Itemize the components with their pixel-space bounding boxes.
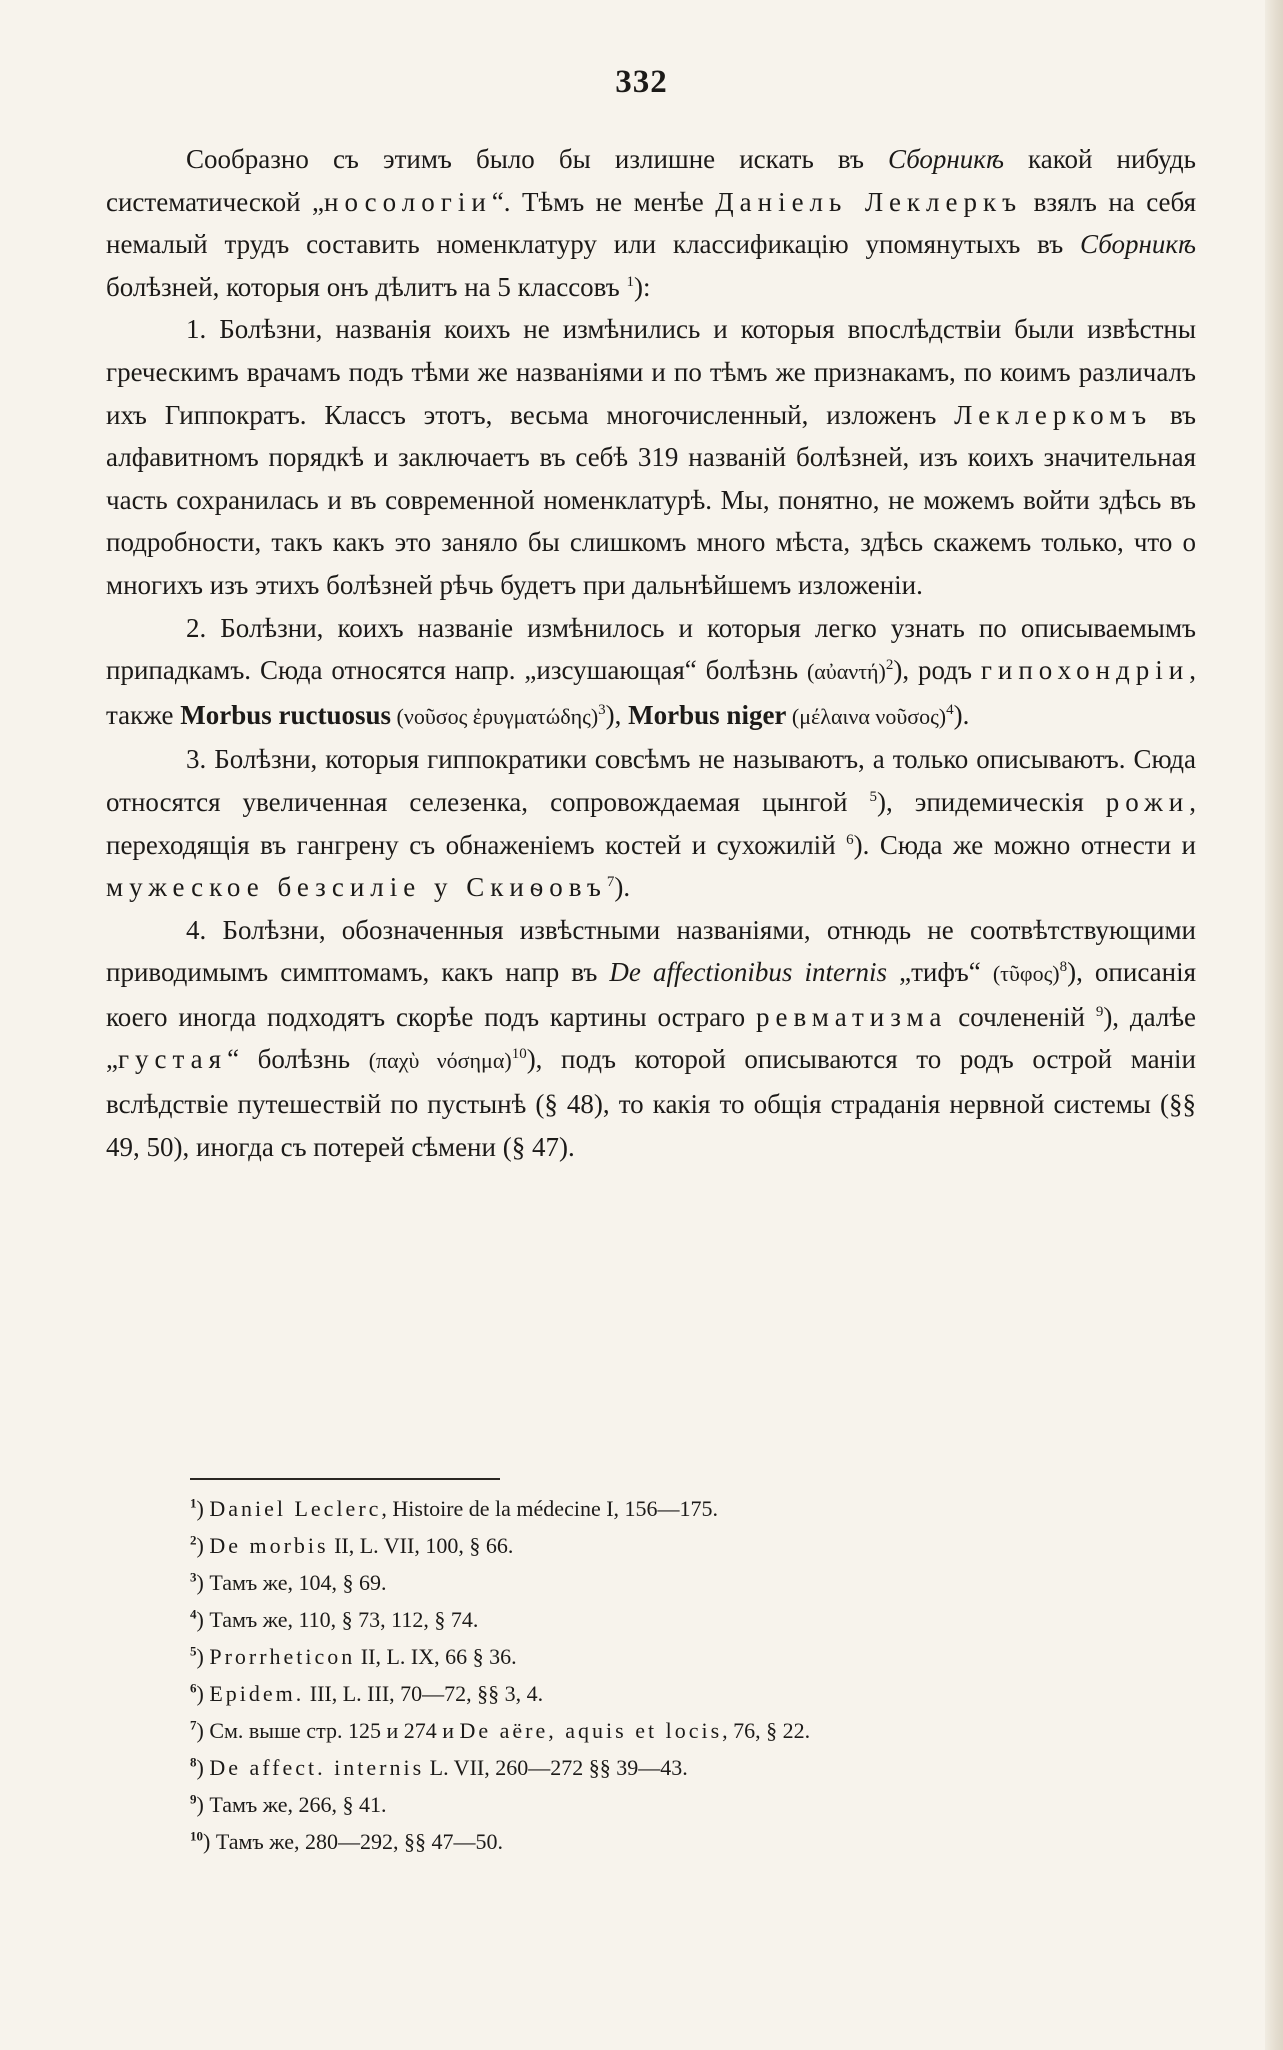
footnote: $^2$) De morbis II, L. VII, 100, § 66. (190, 1532, 514, 1558)
footnote: $^1$) Daniel Leclerc, Histoire de la médecine I, 156—175. (190, 1495, 719, 1521)
page-edge (1265, 0, 1283, 2050)
footnote: $^5$) Prorrheticon II, L. IX, 66 § 36. (190, 1643, 517, 1669)
paragraph-class-1: 1. Болѣзни, названія коихъ не измѣнились и которыя впослѣдствіи были извѣстны греческимъ врачамъ подъ тѣми же названіями и по тѣмъ же признакамъ, по коимъ различалъ ихъ Гиппократъ. Классъ этотъ, весьма многочисленный, изложенъ Леклеркомъ въ алфавитномъ порядкѣ и заключаетъ въ себѣ 319 названій болѣзней, изъ коихъ значительная часть сохранилась и въ современной номенклатурѣ. Мы, понятно, не можемъ войти здѣсь въ подробности, такъ какъ это заняло бы слишкомъ много мѣста, здѣсь скажемъ только, что о многихъ изъ этихъ болѣзней рѣчь будетъ при дальнѣйшемъ изложеніи. (106, 314, 1196, 600)
footnote: $^9$) Тамъ же, 266, § 41. (190, 1791, 387, 1817)
paragraph-class-4: 4. Болѣзни, обозначенныя извѣстными названіями, отнюдь не соотвѣтствующими приводимымъ симптомамъ, какъ напр въ De affectionibus internis „тифъ“ (τῦφος)$^8$), описанія коего иногда подходятъ скорѣе подъ картины остраго ревматизма сочленeній $^9$), далѣе „густая“ болѣзнь (παχὺ νόσημα)$^{10}$), подъ которой описываются то родъ острой маніи вслѣдствіе путешествій по пустынѣ (§ 48), то какія то общія страданія нервной системы (§§ 49, 50), иногда съ потерей сѣмени (§ 47). (106, 914, 1197, 1162)
footnote: $^{10}$) Тамъ же, 280—292, §§ 47—50. (190, 1828, 503, 1854)
footnotes (190, 1490, 1090, 1860)
footnote: $^7$) См. выше стр. 125 и 274 и De aëre, aquis et locis, 76, § 22. (190, 1717, 811, 1743)
main-text (106, 138, 1196, 1168)
footnote: $^4$) Тамъ же, 110, § 73, 112, § 74. (190, 1606, 479, 1632)
paragraph-class-2: 2. Болѣзни, коихъ названіе измѣнилось и которыя легко узнать по описываемымъ припадкамъ. Сюда относятся напр. „изсушающая“ болѣзнь (αὐαντή)$^2$), родъ гипохондріи, также Morbus ructuosus (νοῦσος ἐρυγματώδης)$^3$), Morbus niger (μέλαινα νοῦσος)$^4$). (106, 612, 1196, 730)
paragraph-intro: Сообразно съ этимъ было бы излишне искать въ Сборникѣ какой нибудь систематической „носологіи“. Тѣмъ не менѣе Даніель Леклеркъ взялъ на себя немалый трудъ составить номенклатуру или классификацію упомянутыхъ въ Сборникѣ болѣзней, которыя онъ дѣлитъ на 5 классовъ $^1$): (106, 144, 1197, 302)
footnote: $^8$) De affect. internis L. VII, 260—272 §§ 39—43. (190, 1754, 688, 1780)
paragraph-class-3: 3. Болѣзни, которыя гиппократики совсѣмъ не называютъ, а только описываютъ. Сюда относятся увеличенная селезенка, сопровождаемая цынгой $^5$), эпидемическія рожи, переходящія въ гангрену съ обнаженіемъ костей и сухожилій $^6$). Сюда же можно отнести и мужеское безсиліе у Скиѳовъ$^7$). (106, 744, 1196, 903)
page-number: 332 (615, 64, 668, 100)
footnote: $^6$) Epidem. III, L. III, 70—72, §§ 3, 4. (190, 1680, 544, 1706)
footnote: $^3$) Тамъ же, 104, § 69. (190, 1569, 387, 1595)
footnote-divider (190, 1478, 500, 1480)
